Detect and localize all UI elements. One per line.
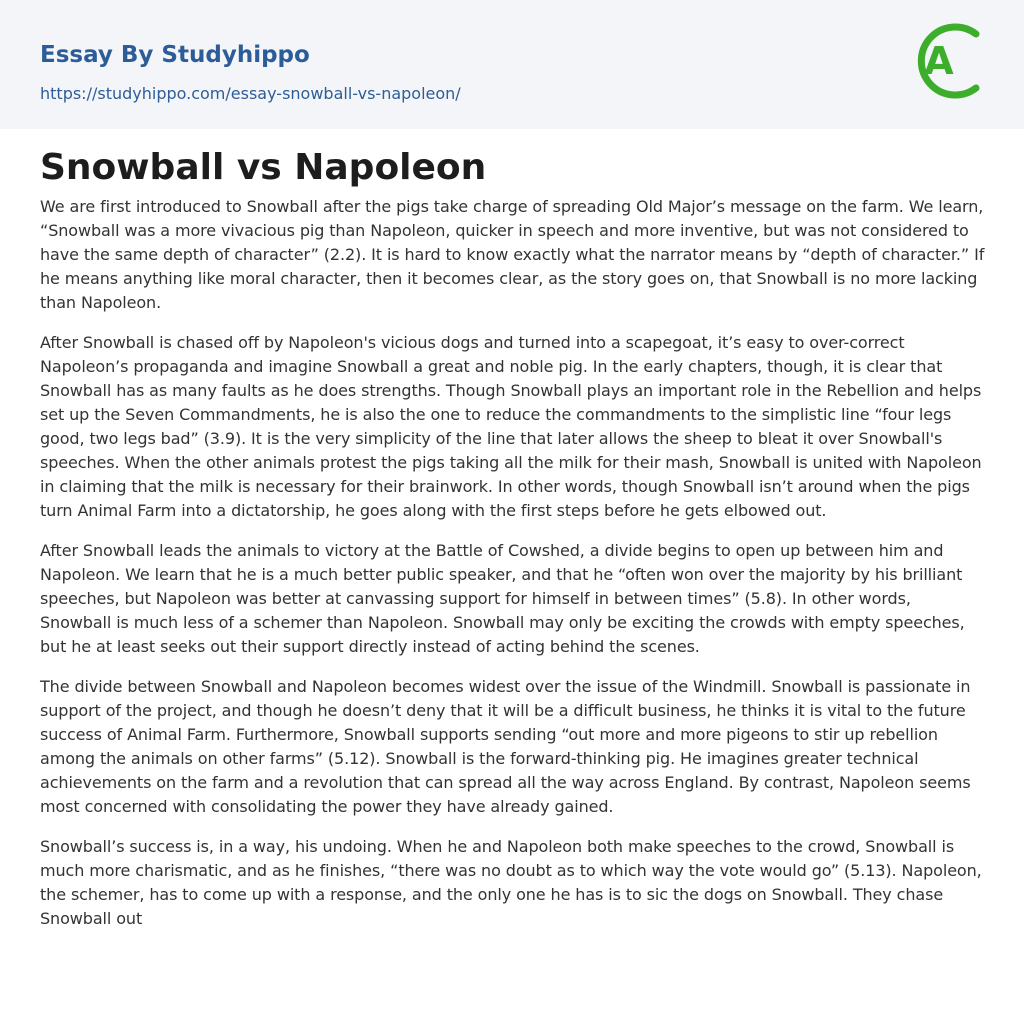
paragraph-4: The divide between Snowball and Napoleon becomes widest over the issue of the Windmill. Snowball is passionate in support of the project, and though he doesn’t deny that it will be a difficult business, he thinks it is vital to the future success of Animal Farm. Furthermore, Snowball supports sending “out more and more pigeons to stir up rebellion among the animals on other farms” (5.12). Snowball is the forward-thinking pig. He imagines greater technical achievements on the farm and a revolution that can spread all the way across England. By contrast, Napoleon seems most concerned with consolidating the power they have already gained.	[40, 677, 971, 816]
page-title: Snowball vs Napoleon	[40, 147, 487, 188]
paragraph-3: After Snowball leads the animals to victory at the Battle of Cowshed, a divide begins to open up between him and Napoleon. We learn that he is a much better public speaker, and that he “often won over the majority by his brilliant speeches, but Napoleon was better at canvassing support for himself in between times” (5.8). In other words, Snowball is much less of a schemer than Napoleon. Snowball may only be exciting the crowds with empty speeches, but he at least seeks out their support directly instead of acting behind the scenes.	[40, 541, 965, 656]
paragraph-1: We are first introduced to Snowball after the pigs take charge of spreading Old Major’s message on the farm. We learn, “Snowball was a more vivacious pig than Napoleon, quicker in speech and more inventive, but was not considered to have the same depth of character” (2.2). It is hard to know exactly what the narrator means by “depth of character.” If he means anything like moral character, then it becomes clear, as the story goes on, that Snowball is no more lacking than Napoleon.	[40, 197, 985, 312]
studyhippo-logo-icon[interactable]	[912, 18, 986, 106]
brand-title[interactable]: Essay By Studyhippo	[40, 42, 310, 68]
paragraph-5: Snowball’s success is, in a way, his undoing. When he and Napoleon both make speeches to the crowd, Snowball is much more charismatic, and as he finishes, “there was no doubt as to which way the vote would go” (5.13). Napoleon, the schemer, has to come up with a response, and the only one he has is to sic the dogs on Snowball. They chase Snowball out	[40, 837, 982, 928]
article	[40, 146, 986, 947]
source-url-link[interactable]: https://studyhippo.com/essay-snowball-vs-napoleon/	[40, 84, 461, 103]
logo-letter: A	[924, 39, 954, 83]
site-header	[0, 0, 1024, 129]
paragraph-2: After Snowball is chased off by Napoleon's vicious dogs and turned into a scapegoat, it’s easy to over-correct Napoleon’s propaganda and imagine Snowball a great and noble pig. In the early chapters, though, it is clear that Snowball has as many faults as he does strengths. Though Snowball plays an important role in the Rebellion and helps set up the Seven Commandments, he is also the one to reduce the commandments to the simplistic line “four legs good, two legs bad” (3.9). It is the very simplicity of the line that later allows the sheep to bleat it over Snowball's speeches. When the other animals protest the pigs taking all the milk for their mash, Snowball is united with Napoleon in claiming that the milk is necessary for their brainwork. In other words, though Snowball isn’t around when the pigs turn Animal Farm into a dictatorship, he goes along with the first steps before he gets elbowed out.	[40, 333, 982, 520]
